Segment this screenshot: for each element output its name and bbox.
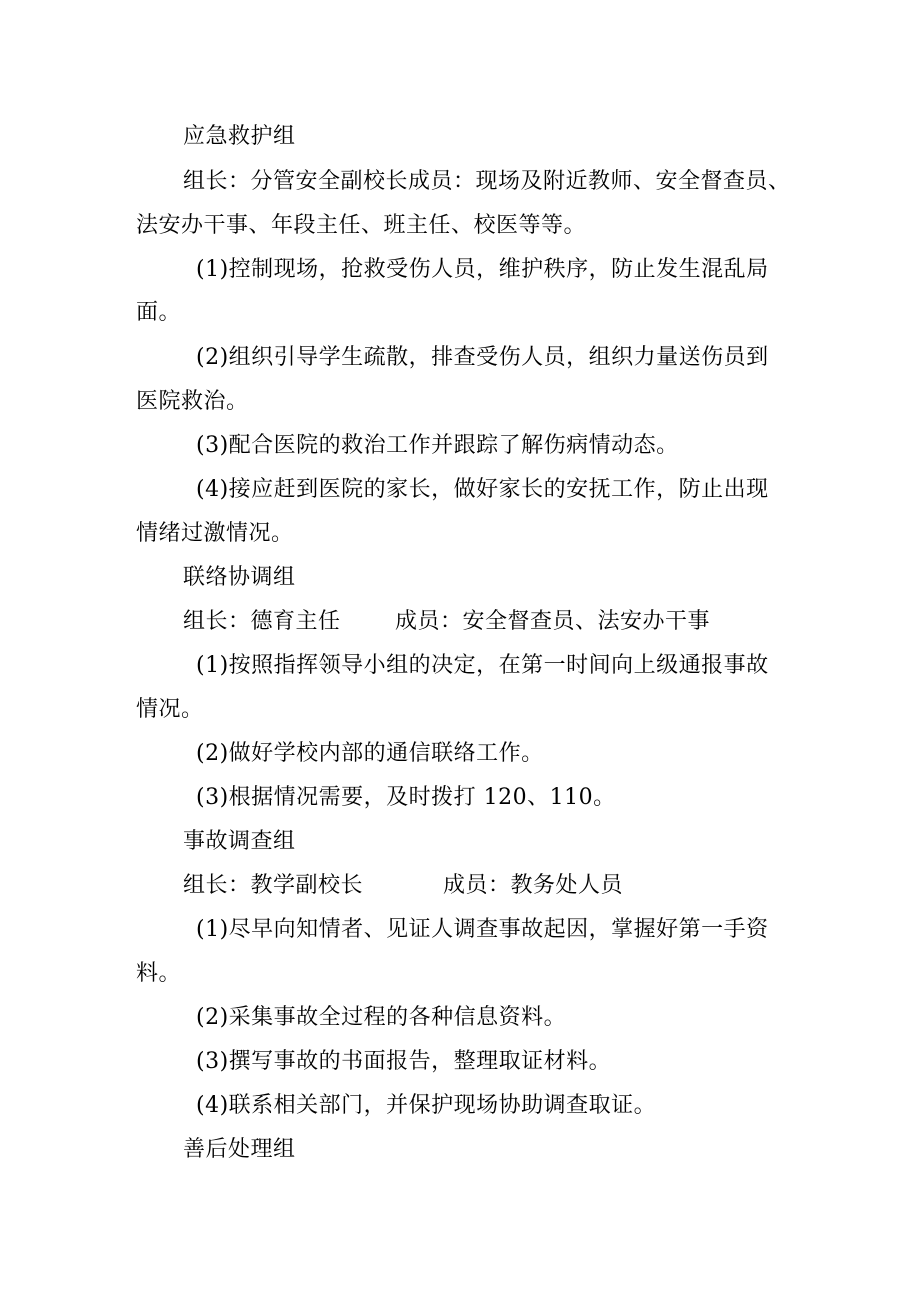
list-item: (3)撰写事故的书面报告，整理取证材料。 <box>196 1049 612 1074</box>
list-item-continued: 情绪过激情况。 <box>136 521 294 546</box>
list-item-continued: 料。 <box>136 961 182 986</box>
section-members: 成员：教务处人员 <box>443 873 624 898</box>
list-item: (3)根据情况需要，及时拨打 120、110。 <box>196 785 616 810</box>
list-item-continued: 情况。 <box>136 697 204 722</box>
list-item: (2)采集事故全过程的各种信息资料。 <box>196 1005 567 1030</box>
section-leader: 组长：德育主任 <box>183 609 341 634</box>
section-heading-liaison: 联络协调组 <box>183 565 296 590</box>
list-item: (4)联系相关部门，并保护现场协助调查取证。 <box>196 1093 657 1118</box>
list-item: (1)控制现场，抢救受伤人员，维护秩序，防止发生混乱局 <box>196 257 769 282</box>
list-item: (1)按照指挥领导小组的决定，在第一时间向上级通报事故 <box>196 653 769 678</box>
list-item: (3)配合医院的救治工作并跟踪了解伤病情动态。 <box>196 433 679 458</box>
section-leader-line-continued: 法安办干事、年段主任、班主任、校医等等。 <box>136 213 587 238</box>
list-item: (2)做好学校内部的通信联络工作。 <box>196 741 544 766</box>
section-heading-emergency-rescue: 应急救护组 <box>183 124 296 149</box>
section-heading-aftermath: 善后处理组 <box>183 1137 296 1162</box>
list-item: (4)接应赶到医院的家长，做好家长的安抚工作，防止出现 <box>196 477 769 502</box>
list-item: (1)尽早向知情者、见证人调查事故起因，掌握好第一手资 <box>196 917 769 942</box>
section-members: 成员：安全督查员、法安办干事 <box>395 609 711 634</box>
list-item-continued: 面。 <box>136 300 182 325</box>
list-item-continued: 医院救治。 <box>136 389 249 414</box>
section-leader-line: 组长：分管安全副校长成员：现场及附近教师、安全督查员、 <box>183 169 791 194</box>
section-leader: 组长：教学副校长 <box>183 873 364 898</box>
section-heading-investigation: 事故调查组 <box>183 829 296 854</box>
list-item: (2)组织引导学生疏散，排查受伤人员，组织力量送伤员到 <box>196 345 769 370</box>
